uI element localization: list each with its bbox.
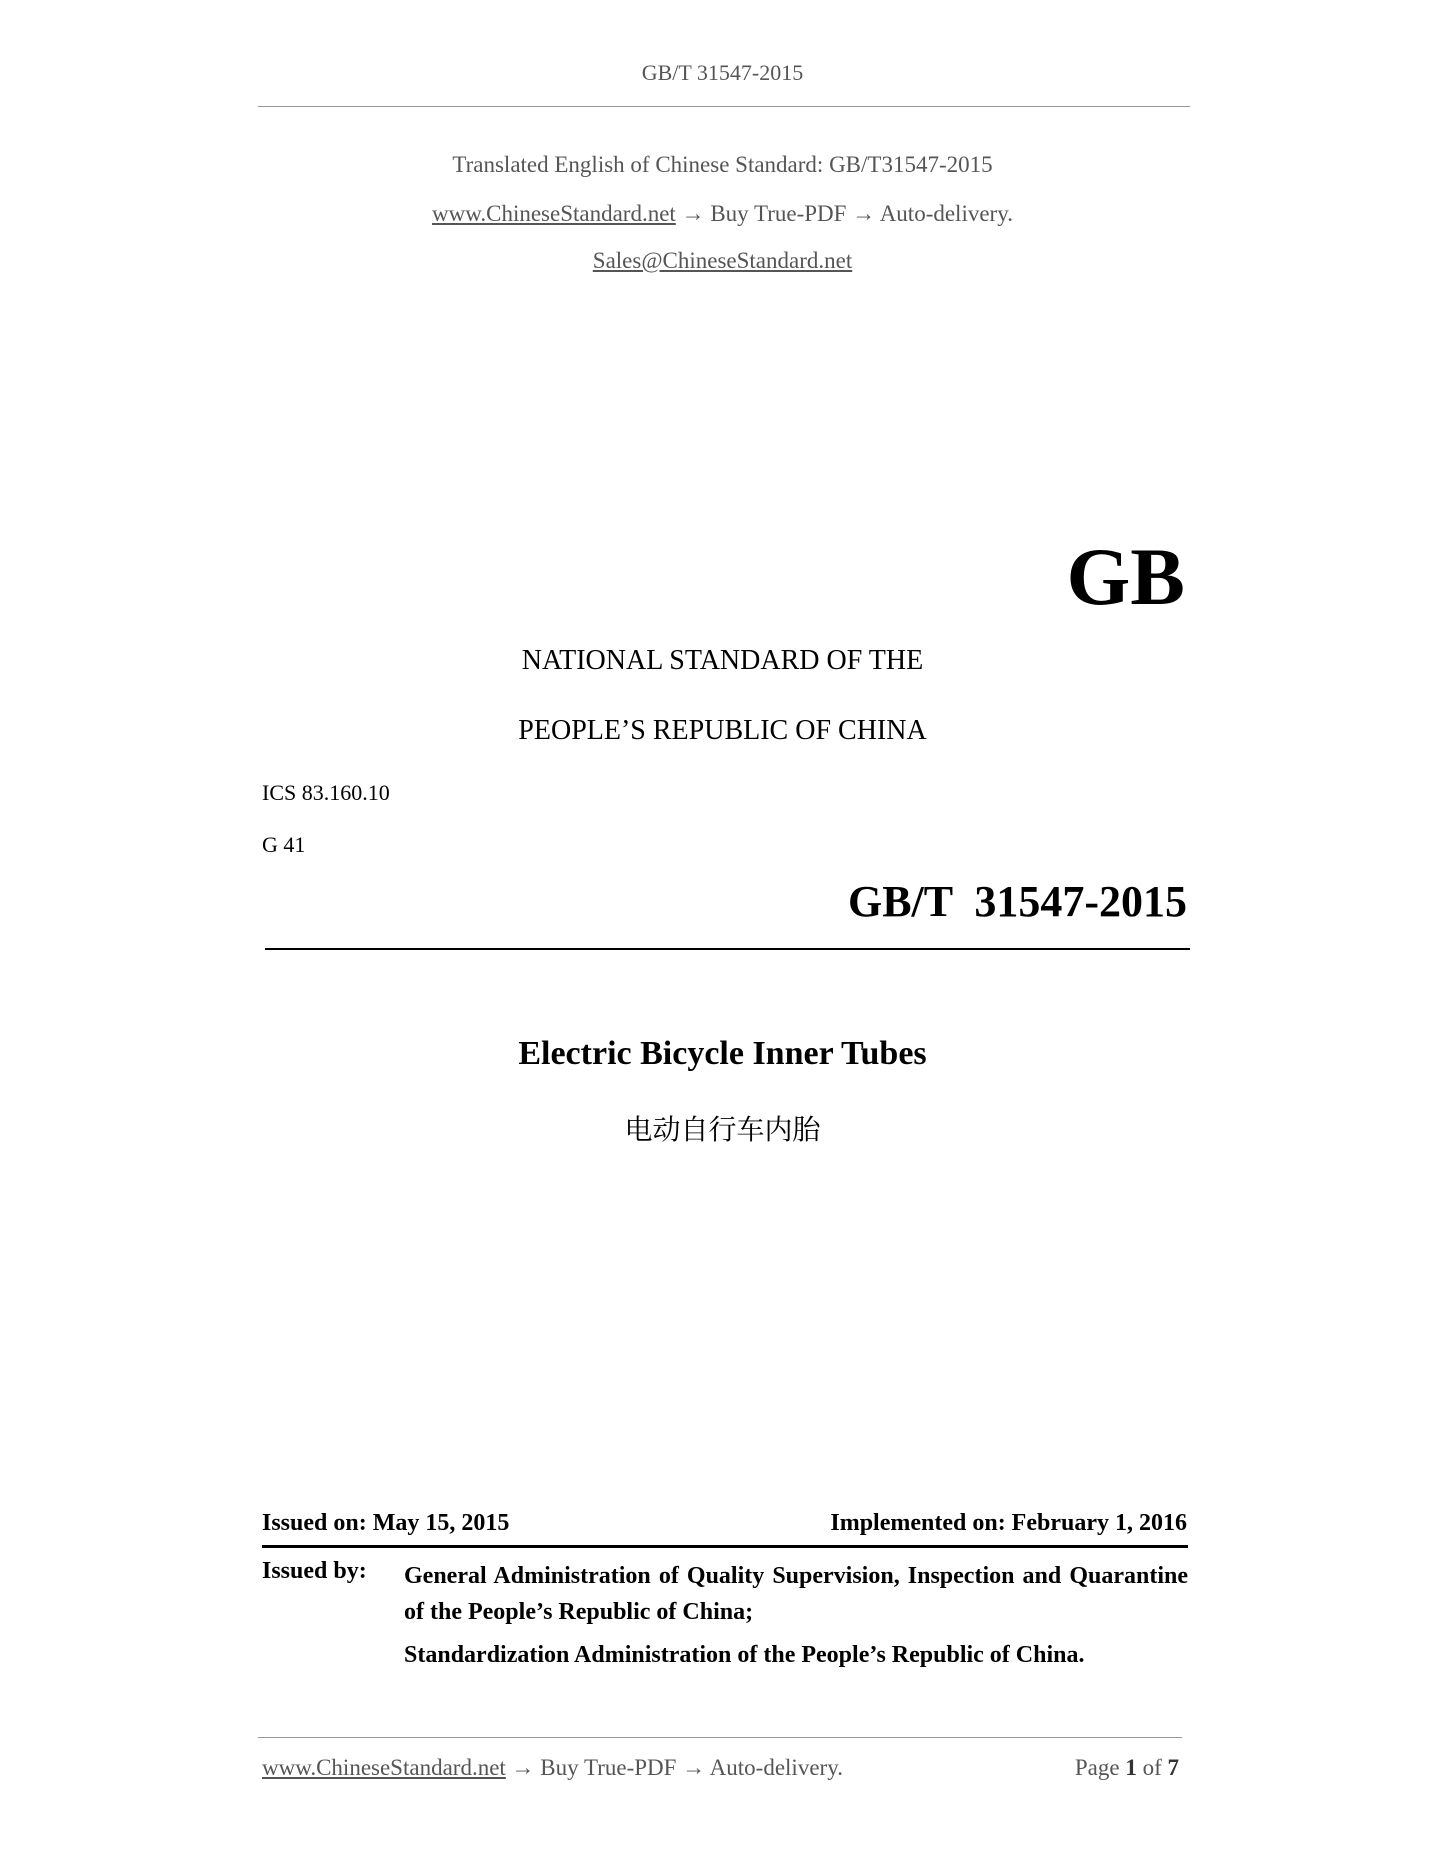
title-chinese: 电动自行车内胎 — [624, 1113, 821, 1146]
footer-site-link[interactable]: www.ChineseStandard.net — [262, 1755, 506, 1780]
of-word: of — [1142, 1755, 1162, 1780]
number-divider — [265, 948, 1190, 950]
title-english: Electric Bicycle Inner Tubes — [518, 1035, 927, 1072]
arrow-right-icon: → — [511, 1755, 535, 1780]
footer-buy-text: Buy True-PDF — [540, 1755, 677, 1780]
issued-on-date: Issued on: May 15, 2015 — [262, 1510, 510, 1536]
implemented-on-date: Implemented on: February 1, 2016 — [830, 1510, 1187, 1536]
delivery-text: Auto-delivery. — [879, 201, 1013, 226]
issue-divider — [262, 1545, 1188, 1548]
arrow-right-icon: → — [682, 1755, 706, 1780]
site-link[interactable]: www.ChineseStandard.net — [432, 201, 676, 226]
page-total: 7 — [1167, 1755, 1179, 1780]
standard-number: GB/T 31547-2015 — [847, 877, 1187, 926]
email-line — [0, 248, 1445, 274]
email-link[interactable]: Sales@ChineseStandard.net — [592, 248, 853, 273]
header-divider — [258, 106, 1190, 107]
issuer-sac: Standardization Administration of the People’s Republic of China. — [404, 1642, 1085, 1668]
page-number: 1 — [1125, 1755, 1137, 1780]
arrow-right-icon: → — [681, 201, 705, 226]
buy-text: Buy True-PDF — [710, 201, 847, 226]
footer-delivery-text: Auto-delivery. — [709, 1755, 843, 1780]
footer-promo — [262, 1755, 843, 1781]
footer-divider — [258, 1737, 1182, 1738]
promo-line — [0, 201, 1445, 227]
ics-code: ICS 83.160.10 — [262, 780, 390, 805]
ccs-code: G 41 — [262, 832, 306, 857]
issued-by-label: Issued by: — [262, 1558, 367, 1584]
translation-notice: Translated English of Chinese Standard: GB/T31547-2015 — [452, 152, 993, 177]
national-standard-line-2: PEOPLE’S REPUBLIC OF CHINA — [518, 715, 927, 746]
gb-mark: GB — [1066, 531, 1185, 622]
page-indicator — [1075, 1755, 1179, 1781]
page-word: Page — [1074, 1755, 1120, 1780]
issuer-aqsiq: General Administration of Quality Supervision, Inspection and Quarantine of the People’s Republic of China; — [404, 1563, 1188, 1625]
running-head: GB/T 31547-2015 — [641, 60, 804, 85]
arrow-right-icon: → — [852, 201, 876, 226]
national-standard-line-1: NATIONAL STANDARD OF THE — [521, 645, 924, 676]
